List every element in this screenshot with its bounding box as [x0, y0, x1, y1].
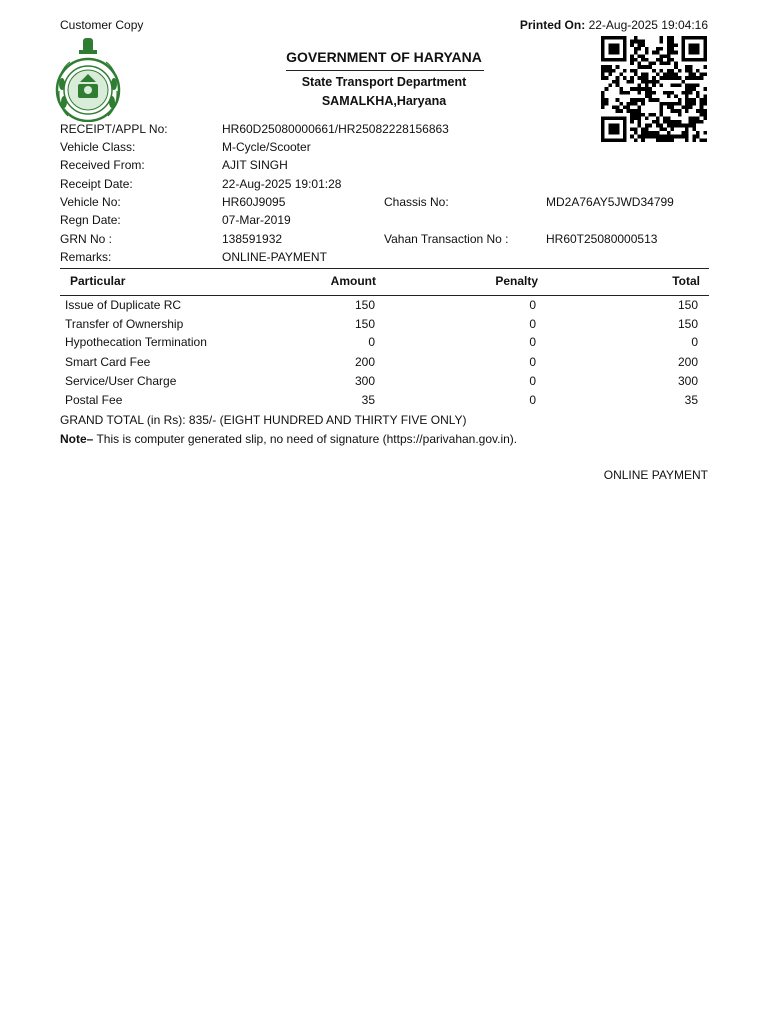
header-amount: Amount	[330, 274, 376, 288]
cell-total: 0	[691, 335, 698, 349]
cell-amount: 0	[368, 335, 375, 349]
cell-penalty: 0	[529, 335, 536, 349]
table-row	[60, 355, 710, 373]
table-row	[60, 298, 710, 316]
receipt-date-value: 22-Aug-2025 19:01:28	[222, 177, 342, 191]
header-particular: Particular	[70, 274, 126, 288]
cell-particular: Hypothecation Termination	[65, 335, 207, 349]
cell-total: 150	[677, 317, 698, 331]
office-name: SAMALKHA,Haryana	[321, 94, 447, 108]
vahan-value: HR60T25080000513	[546, 232, 658, 246]
regn-date-label: Regn Date:	[60, 213, 121, 227]
cell-amount: 150	[354, 298, 375, 312]
printed-on	[520, 18, 708, 32]
header-penalty: Penalty	[495, 274, 538, 288]
cell-penalty: 0	[529, 355, 536, 369]
government-title: GOVERNMENT OF HARYANA	[286, 49, 482, 65]
printed-on-label: Printed On:	[519, 18, 586, 32]
cell-particular: Postal Fee	[65, 393, 123, 407]
receipt-label: RECEIPT/APPL No:	[60, 122, 168, 136]
vehicle-no-value: HR60J9095	[222, 195, 286, 209]
cell-penalty: 0	[529, 393, 536, 407]
vehicle-class-label: Vehicle Class:	[60, 140, 136, 154]
remarks-value: ONLINE-PAYMENT	[222, 250, 327, 264]
regn-date-value: 07-Mar-2019	[222, 213, 291, 227]
received-from-value: AJIT SINGH	[222, 158, 288, 172]
cell-total: 300	[677, 374, 698, 388]
grand-total: GRAND TOTAL (in Rs): 835/- (EIGHT HUNDRED AND THIRTY FIVE ONLY)	[60, 413, 467, 427]
chassis-label: Chassis No:	[384, 195, 449, 209]
cell-total: 200	[677, 355, 698, 369]
receipt-value: HR60D25080000661/HR25082228156863	[222, 122, 449, 136]
cell-particular: Transfer of Ownership	[65, 317, 184, 331]
department-name: State Transport Department	[301, 75, 467, 89]
table-row	[60, 393, 710, 411]
chassis-value: MD2A76AY5JWD34799	[546, 195, 674, 209]
note	[60, 432, 517, 446]
payment-mode: ONLINE PAYMENT	[603, 468, 708, 482]
vehicle-class-value: M-Cycle/Scooter	[222, 140, 311, 154]
title-underline	[286, 70, 484, 71]
vehicle-no-label: Vehicle No:	[60, 195, 121, 209]
copy-label: Customer Copy	[60, 18, 144, 32]
cell-particular: Smart Card Fee	[65, 355, 151, 369]
received-from-label: Received From:	[60, 158, 145, 172]
vahan-label: Vahan Transaction No :	[384, 232, 509, 246]
grn-value: 138591932	[222, 232, 283, 246]
cell-amount: 150	[354, 317, 375, 331]
note-text: This is computer generated slip, no need of signature (https://parivahan.gov.in).	[93, 432, 518, 446]
receipt-date-label: Receipt Date:	[60, 177, 133, 191]
cell-penalty: 0	[529, 317, 536, 331]
cell-penalty: 0	[529, 374, 536, 388]
table-row	[60, 335, 710, 353]
cell-total: 150	[677, 298, 698, 312]
cell-total: 35	[684, 393, 698, 407]
cell-amount: 200	[354, 355, 375, 369]
grn-label: GRN No :	[60, 232, 113, 246]
table-row	[60, 374, 710, 392]
note-label: Note–	[60, 432, 94, 446]
cell-particular: Service/User Charge	[65, 374, 177, 388]
remarks-label: Remarks:	[60, 250, 112, 264]
cell-amount: 300	[354, 374, 375, 388]
table-row	[60, 317, 710, 335]
printed-on-value: 22-Aug-2025 19:04:16	[588, 18, 708, 32]
cell-particular: Issue of Duplicate RC	[65, 298, 182, 312]
header-total: Total	[672, 274, 700, 288]
table-header-row	[60, 274, 710, 292]
cell-amount: 35	[361, 393, 375, 407]
cell-penalty: 0	[529, 298, 536, 312]
table-header-rule	[60, 295, 709, 296]
table-top-rule	[60, 268, 709, 269]
